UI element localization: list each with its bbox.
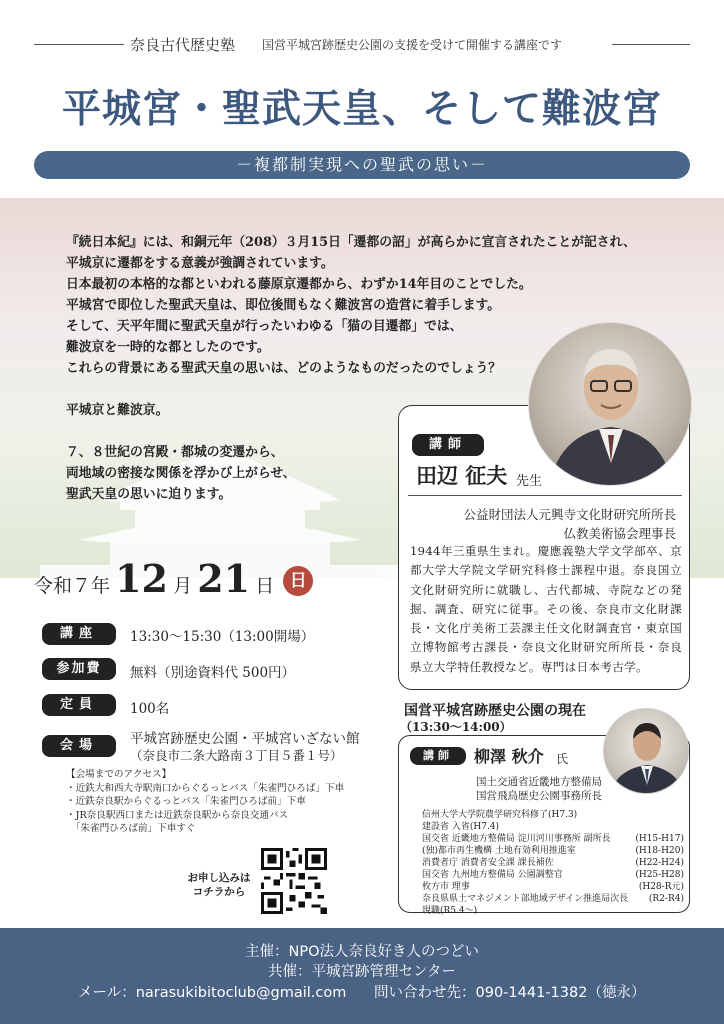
career-row xyxy=(422,881,684,893)
detail-label-time: 講座 xyxy=(42,623,116,645)
lecturer-tag: 講師 xyxy=(412,434,484,456)
intro-line: 平城宮で即位した聖武天皇は、即位後間もなく難波宮の造営に着手します。 xyxy=(66,298,501,313)
detail-value-time: 13:30〜15:30（13:00開場） xyxy=(130,629,315,645)
intro-line: 両地域の密接な関係を浮かび上がらせ、 xyxy=(66,466,296,481)
access-item: ・JR奈良駅西口または近鉄奈良駅から奈良交通バス xyxy=(66,809,289,821)
lecturer-honorific: 先生 xyxy=(516,474,543,489)
qr-code-icon[interactable] xyxy=(261,848,327,914)
intro-line: ７、８世紀の宮殿・都城の変遷から、 xyxy=(66,445,284,460)
career-text: (独)都市再生機構 土地有効利用推進室 xyxy=(422,846,576,856)
apply-line: コチラから xyxy=(192,886,246,898)
career-row xyxy=(422,905,684,917)
footer xyxy=(0,928,724,1024)
intro-line: これらの背景にある聖武天皇の思いは、どのようなものだったのでしょう？ xyxy=(66,361,502,376)
career-period: (H15-H17) xyxy=(635,834,684,844)
header-rule-right xyxy=(612,44,690,45)
access-item: ・近鉄大和西大寺駅南口からぐるっとバス「朱雀門ひろば」下車 xyxy=(66,782,345,794)
career-period: (H28-R元) xyxy=(638,882,684,892)
lecturer-divider xyxy=(408,495,682,496)
access-item: 「朱雀門ひろば前」下車すぐ xyxy=(66,823,196,834)
career-row xyxy=(422,845,684,857)
detail-value-capacity: 100名 xyxy=(130,701,170,717)
career-text: 奈良県県土マネジメント部地域デザイン推進局次長 xyxy=(422,894,629,904)
access-item: ・近鉄奈良駅からぐるっとバス「朱雀門ひろば前」下車 xyxy=(66,796,306,807)
intro-line: 『続日本紀』には、和銅元年（208）３月15日「遷都の詔」が高らかに宣言されたことが記され、 xyxy=(66,235,636,250)
career-row xyxy=(422,809,684,821)
footer-email[interactable]: メール：narasukibitoclub@gmail.com xyxy=(78,985,347,1001)
career-text: 国交省 近畿地方整備局 淀川河川事務所 副所長 xyxy=(422,834,611,844)
speaker-name: 柳澤 秋介 xyxy=(474,747,544,766)
speaker-affiliation: 国土交通省近畿地方整備局 xyxy=(476,776,602,788)
lecturer-photo xyxy=(528,322,692,486)
date-month-unit: 月 xyxy=(173,575,193,597)
intro-line: 難波京を一時的な都としたのです。 xyxy=(66,340,270,355)
speaker-affiliation: 国営飛鳥歴史公園事務所長 xyxy=(476,790,602,802)
career-period: (R2-R4) xyxy=(648,894,684,904)
career-period: (H22-H24) xyxy=(635,858,684,868)
career-text: 国交省 九州地方整備局 公園調整官 xyxy=(422,870,563,880)
park-talk-heading: 国営平城宮跡歴史公園の現在 xyxy=(404,703,586,719)
footer-cohost: 共催：平城宮跡管理センター xyxy=(268,964,456,980)
date-era: 令和７年 xyxy=(34,575,111,597)
venue-address: （奈良市二条大路南３丁目５番１号） xyxy=(130,748,343,763)
career-text: 建設省 入省(H7.4) xyxy=(422,822,500,832)
park-talk-time: （13:30〜14:00） xyxy=(400,720,512,734)
intro-line: 平城京に遷都をする意義が強調されています。 xyxy=(66,256,334,271)
detail-label-venue: 会場 xyxy=(42,735,116,757)
page-title: 平城宮・聖武天皇、そして難波宮 xyxy=(61,86,662,132)
career-row xyxy=(422,833,684,845)
career-period: (H25-H28) xyxy=(635,870,684,880)
lecturer-bio: 1944年三重県生まれ。慶應義塾大学文学部卒、京都大学大学院文学研究科修士課程中退。奈良国立文化財研究所に就職し、古代都城、寺院などの発掘、調査、研究に従事。その後、奈良市文化財課長・文化庁美術工芸課主任文化財調査官・東京国立博物館考古課長・奈良文化財研究所所長・奈良県立大学特任教授など。専門は日本考古学。 xyxy=(410,544,682,674)
career-row xyxy=(422,857,684,869)
detail-value-fee: 無料（別途資料代 500円） xyxy=(130,665,296,681)
lecturer-title: 仏教美術協会理事長 xyxy=(563,526,676,541)
date-day-unit: 日 xyxy=(255,575,275,597)
footer-host: 主催：NPO法人奈良好き人のつどい xyxy=(244,944,479,960)
access-heading: 【会場までのアクセス】 xyxy=(66,769,172,780)
intro-line: 日本最初の本格的な都といわれる藤原京遷都から、わずか14年目のことでした。 xyxy=(66,277,532,292)
lecturer-title: 公益財団法人元興寺文化財研究所所長 xyxy=(463,507,676,522)
career-row xyxy=(422,821,684,833)
career-period: (H18-H20) xyxy=(635,846,684,856)
career-text: 枚方市 理事 xyxy=(422,882,470,892)
weekday-badge: 日 xyxy=(283,566,313,596)
sponsor-note: 国営平城宮跡歴史公園の支援を受けて開催する講座です xyxy=(262,38,563,52)
person-icon xyxy=(604,709,689,794)
header-rule-left xyxy=(34,44,124,45)
speaker-honorific: 氏 xyxy=(556,752,569,766)
event-date xyxy=(34,556,313,601)
lecturer-name: 田辺 征夫 xyxy=(416,463,508,488)
apply-note xyxy=(183,871,255,899)
date-day: 21 xyxy=(197,556,251,601)
speaker-tag: 講師 xyxy=(410,747,466,765)
career-text: 信州大学大学院農学研究科修了(H7.3) xyxy=(422,810,578,820)
subtitle-banner: －複都制実現への聖武の思い－ xyxy=(34,151,690,179)
footer-contact[interactable]: 問い合わせ先：090-1441-1382（徳永） xyxy=(374,985,646,1001)
org-name: 奈良古代歴史塾 xyxy=(130,36,236,54)
career-text: 現職(R5.4〜) xyxy=(422,906,478,916)
apply-line: お申し込みは xyxy=(187,872,251,884)
career-text: 消費者庁 消費者安全課 課長補佐 xyxy=(422,858,554,868)
access-info xyxy=(66,768,366,836)
date-month: 12 xyxy=(115,556,168,601)
detail-label-fee: 参加費 xyxy=(42,658,116,680)
speaker-career-list xyxy=(422,809,684,917)
career-row xyxy=(422,893,684,905)
detail-label-capacity: 定員 xyxy=(42,694,116,716)
person-icon xyxy=(529,323,692,486)
detail-value-venue: 平城宮跡歴史公園・平城宮いざない館 xyxy=(130,731,360,747)
career-row xyxy=(422,869,684,881)
speaker-photo xyxy=(603,708,689,794)
intro-line: そして、天平年間に聖武天皇が行ったいわゆる「猫の目遷都」では、 xyxy=(66,319,463,334)
intro-line: 聖武天皇の思いに迫ります。 xyxy=(66,487,232,502)
intro-line: 平城京と難波京。 xyxy=(66,403,169,418)
